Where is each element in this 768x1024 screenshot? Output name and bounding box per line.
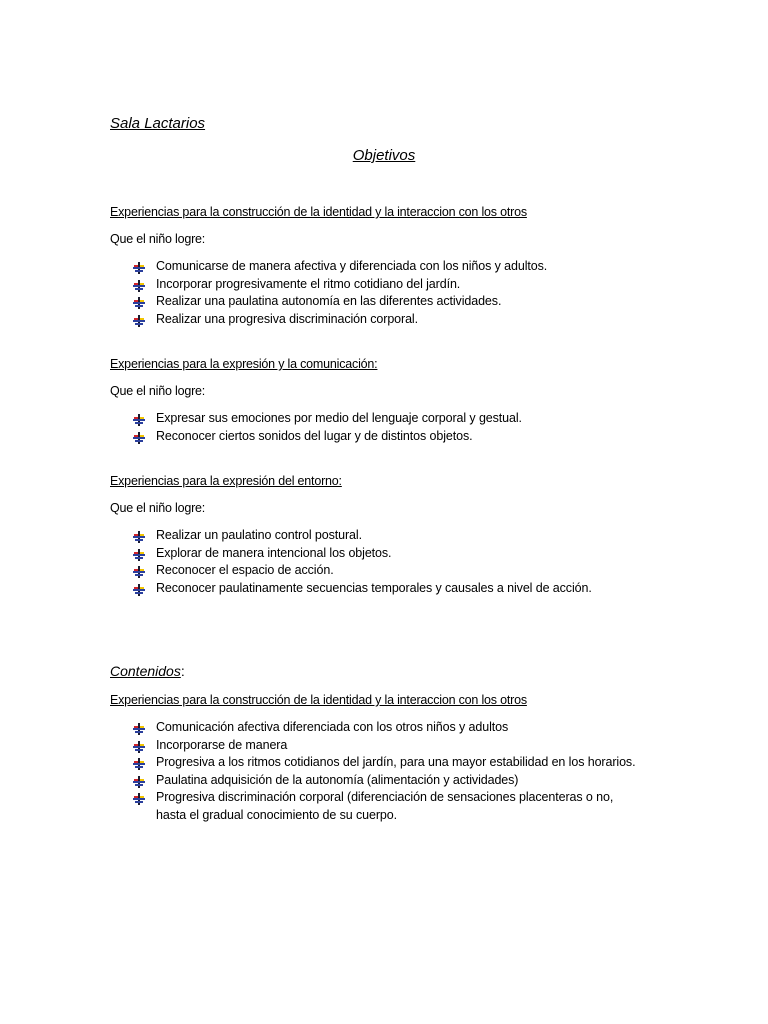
bullet-icon — [133, 280, 145, 292]
objetivos-block-3-list — [130, 527, 592, 597]
list-item-text: Expresar sus emociones por medio del lenguaje corporal y gestual. — [156, 411, 522, 425]
list-item — [130, 258, 547, 276]
list-item-text: Paulatina adquisición de la autonomía (alimentación y actividades) — [156, 772, 519, 787]
list-item-text: Realizar una progresiva discriminación corporal. — [156, 311, 418, 326]
list-item-text-line-1: Progresiva discriminación corporal (diferenciación de sensaciones placenteras o no, — [156, 790, 614, 804]
bullet-icon — [133, 315, 145, 327]
list-item-text: Realizar un paulatino control postural. — [156, 528, 362, 542]
list-item-text: Incorporarse de manera — [156, 737, 288, 752]
list-item-text: Explorar de manera intencional los objetos. — [156, 545, 392, 560]
list-item-text: Incorporar progresivamente el ritmo cotidiano del jardín. — [156, 276, 461, 291]
list-item-text: Comunicarse de manera afectiva y diferenciada con los niños y adultos. — [156, 259, 548, 273]
objetivos-heading: Objetivos — [352, 147, 416, 164]
contenidos-list — [130, 719, 635, 824]
list-item — [130, 311, 547, 329]
bullet-icon — [133, 432, 145, 444]
list-item-text: Progresiva a los ritmos cotidianos del jardín, para una mayor estabilidad en los horarios. — [156, 755, 636, 769]
objetivos-block-2-subheading: Que el niño logre: — [110, 384, 206, 398]
bullet-icon — [133, 531, 145, 543]
list-item-text-line-2: hasta el gradual conocimiento de su cuerpo. — [156, 807, 397, 822]
list-item — [130, 527, 592, 545]
contenidos-heading-suffix: : — [180, 663, 185, 679]
list-item — [130, 428, 522, 446]
list-item — [130, 789, 635, 824]
list-item — [130, 580, 592, 598]
objetivos-block-3-heading: Experiencias para la expresión del entorno: — [110, 474, 342, 488]
bullet-icon — [133, 414, 145, 426]
list-item — [130, 562, 592, 580]
contenidos-block-heading: Experiencias para la construcción de la identidad y la interaccion con los otros — [110, 693, 527, 707]
bullet-icon — [133, 584, 145, 596]
list-item — [130, 293, 547, 311]
objetivos-block-3-subheading: Que el niño logre: — [110, 501, 206, 515]
objetivos-block-1-list — [130, 258, 547, 328]
list-item-text: Comunicación afectiva diferenciada con los otros niños y adultos — [156, 720, 509, 734]
document-title: Sala Lactarios — [110, 115, 206, 132]
bullet-icon — [133, 758, 145, 770]
list-item — [130, 410, 522, 428]
list-item-text: Reconocer paulatinamente secuencias temporales y causales a nivel de acción. — [156, 580, 592, 595]
objetivos-block-2-list — [130, 410, 522, 445]
list-item — [130, 772, 635, 790]
list-item — [130, 276, 547, 294]
bullet-icon — [133, 723, 145, 735]
bullet-icon — [133, 262, 145, 274]
bullet-icon — [133, 549, 145, 561]
list-item-text: Reconocer el espacio de acción. — [156, 563, 334, 577]
list-item — [130, 737, 635, 755]
objetivos-block-1-heading: Experiencias para la construcción de la identidad y la interaccion con los otros — [110, 205, 527, 219]
list-item — [130, 719, 635, 737]
bullet-icon — [133, 741, 145, 753]
list-item-text: Realizar una paulatina autonomía en las diferentes actividades. — [156, 294, 502, 308]
bullet-icon — [133, 793, 145, 805]
objetivos-block-2-heading: Experiencias para la expresión y la comunicación: — [110, 357, 378, 371]
bullet-icon — [133, 776, 145, 788]
bullet-icon — [133, 297, 145, 309]
list-item-text: Reconocer ciertos sonidos del lugar y de distintos objetos. — [156, 428, 473, 443]
bullet-icon — [133, 566, 145, 578]
list-item — [130, 545, 592, 563]
objetivos-block-1-subheading: Que el niño logre: — [110, 232, 206, 246]
list-item — [130, 754, 635, 772]
contenidos-heading-text: Contenidos — [110, 663, 181, 679]
contenidos-heading — [110, 663, 185, 679]
